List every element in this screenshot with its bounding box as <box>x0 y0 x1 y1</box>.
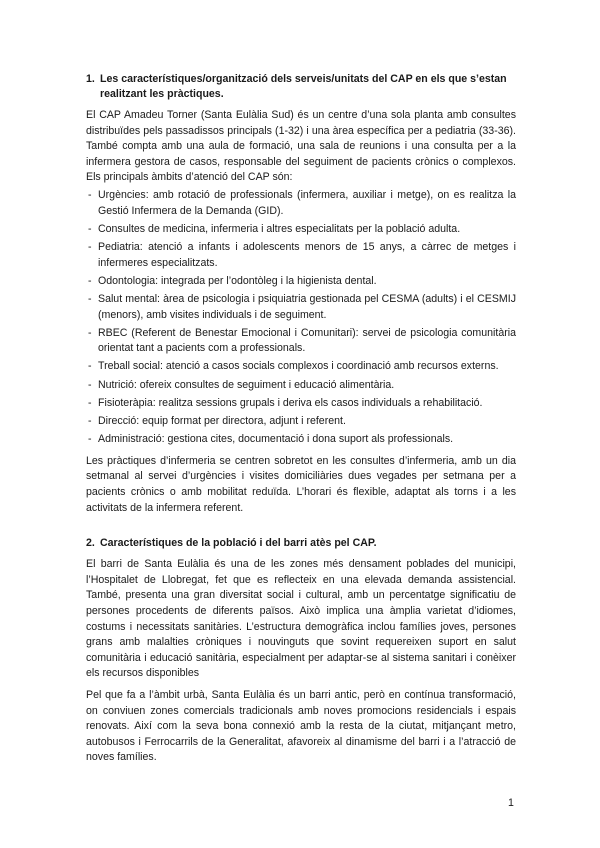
bullet-dash: - <box>88 188 92 201</box>
list-item <box>86 378 516 394</box>
list-item-text: Treball social: atenció a casos socials complexos i coordinació amb recursos externs. <box>98 360 499 373</box>
bullet-dash: - <box>88 415 92 428</box>
section-2-paragraph-1: El barri de Santa Eulàlia és una de les zones més densament poblades del municipi, l’Hospitalet de Llobregat, fet que es reflecteix en una elevada demanda assistencial. També, presenta una gran diversitat social i cultural, amb un percentatge significatiu de persones procedents de diferents països. Això implica una àmplia varietat d’idiomes, costums i necessitats sanitàries. L’estructura demogràfica inclou famílies joves, persones grans amb malalties cròniques i nouvinguts que sovint requereixen suport en salut comunitària i educació sanitària, especialment per adaptar-se al sistema sanitari i conèixer els recursos disponibles <box>86 558 516 680</box>
section-1-closing: Les pràctiques d’infermeria se centren sobretot en les consultes d’infermeria, amb un dia setmanal al servei d’urgències i visites domiciliàries dues vegades per setmana per a pacients crònics o amb mobilitat reduïda. L’horari és flexible, adaptat als torns i a les activitats de la infermera referent. <box>86 454 516 514</box>
section-1-title: Les característiques/organització dels serveis/unitats del CAP en els que s’estan realitzant les pràctiques. <box>100 73 507 100</box>
list-item-text: Direcció: equip format per directora, adjunt i referent. <box>98 415 346 428</box>
bullet-dash: - <box>88 378 92 391</box>
list-item-text: Pediatria: atenció a infants i adolescents menors de 15 anys, a càrrec de metges i infermeres especialitzats. <box>98 240 516 269</box>
bullet-dash: - <box>88 292 92 305</box>
list-item-text: Salut mental: àrea de psicologia i psiquiatria gestionada pel CESMA (adults) i el CESMIJ (menors), amb visites individuals i de seguiment. <box>98 292 516 321</box>
bullet-dash: - <box>88 222 92 235</box>
list-item-text: Fisioteràpia: realitza sessions grupals i deriva els casos individuals a rehabilitació. <box>98 396 483 409</box>
list-item <box>86 414 516 430</box>
list-item <box>86 240 516 271</box>
list-item-text: RBEC (Referent de Benestar Emocional i Comunitari): servei de psicologia comunitària orientat tant a pacients com a professionals. <box>98 326 516 355</box>
list-item-text: Odontologia: integrada per l’odontòleg i la higienista dental. <box>98 274 377 287</box>
bullet-dash: - <box>88 360 92 373</box>
list-item-text: Nutrició: ofereix consultes de seguiment i educació alimentària. <box>98 378 395 391</box>
list-item <box>86 188 516 219</box>
section-2-number: 2. <box>86 537 95 550</box>
bullet-dash: - <box>88 396 92 409</box>
list-item <box>86 396 516 412</box>
page-number: 1 <box>508 797 514 809</box>
list-item <box>86 274 516 290</box>
document-page <box>86 72 516 766</box>
list-item <box>86 432 516 448</box>
section-2-paragraph-2: Pel que fa a l’àmbit urbà, Santa Eulàlia és un barri antic, però en contínua transformació, on conviuen zones comercials tradicionals amb noves promocions residencials i espais renovats. Així com la seva bona connexió amb la resta de la ciutat, mitjançant metro, autobusos i Ferrocarrils de la Generalitat, afavoreix al dinamisme del barri i a l’atracció de noves famílies. <box>86 688 516 764</box>
list-item-text: Consultes de medicina, infermeria i altres especialitats per la població adulta. <box>98 222 461 235</box>
services-list <box>86 188 516 448</box>
list-item-text: Administració: gestiona cites, documentació i dona suport als professionals. <box>98 433 454 446</box>
list-item <box>86 292 516 323</box>
bullet-dash: - <box>88 433 92 446</box>
bullet-dash: - <box>88 274 92 287</box>
list-item <box>86 359 516 375</box>
section-1-number: 1. <box>86 73 95 85</box>
bullet-dash: - <box>88 240 92 253</box>
bullet-dash: - <box>88 326 92 339</box>
list-item <box>86 326 516 357</box>
section-1-intro: El CAP Amadeu Torner (Santa Eulàlia Sud) és un centre d’una sola planta amb consultes distribuïdes pels passadissos principals (1-32) i una àrea específica per a pediatria (33-36). També compta amb una aula de formació, una sala de reunions i una consulta per a la infermera gestora de casos, responsable del seguiment de pacients crònics o complexos. Els principals àmbits d’atenció del CAP són: <box>86 109 516 184</box>
section-2-heading <box>86 536 516 551</box>
list-item <box>86 222 516 238</box>
list-item-text: Urgències: amb rotació de professionals (infermera, auxiliar i metge), on es realitza la Gestió Infermera de la Demanda (GID). <box>98 188 516 217</box>
section-1-heading <box>86 72 516 102</box>
section-2-title: Característiques de la població i del barri atès pel CAP. <box>100 537 377 550</box>
